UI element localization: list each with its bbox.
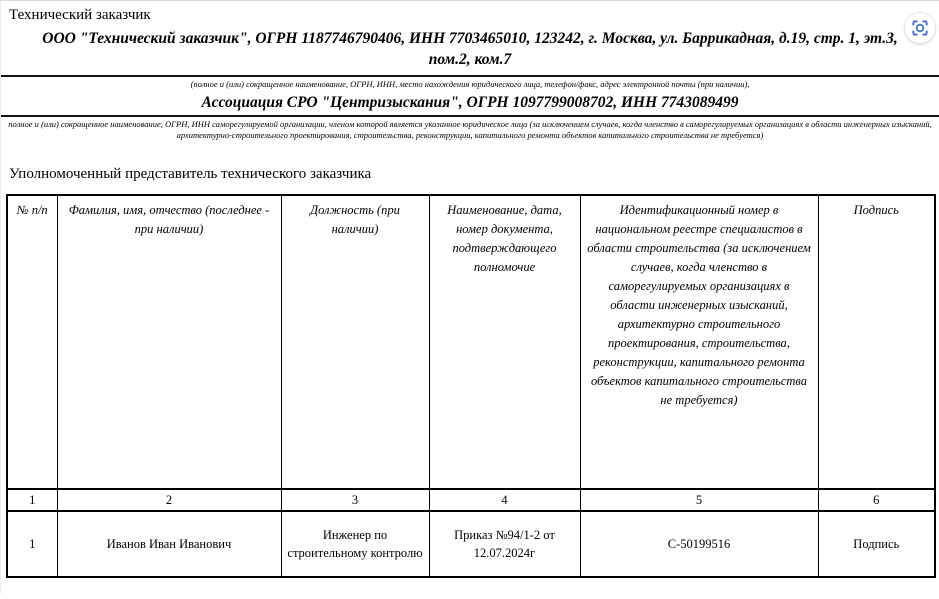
column-number: 1: [7, 489, 57, 511]
customer-org-caption: (полное и (или) сокращенное наименование, ОГРН, ИНН, место нахождения юридического лица, телефон/факс, адрес электронной почты (при наличии),: [190, 79, 750, 89]
col-header-position: Должность (при наличии): [281, 195, 429, 489]
cell-registry-id: С-50199516: [580, 511, 818, 577]
column-numbers-row: [7, 489, 935, 511]
document-page: [1, 6, 939, 599]
viewfinder-circle-icon: [910, 18, 930, 38]
sro-org-line: Ассоциация СРО "Центризыскания", ОГРН 1097799008702, ИНН 7743089499: [201, 94, 739, 111]
cell-signature: Подпись: [818, 511, 935, 577]
cell-document: Приказ №94/1-2 от 12.07.2024г: [429, 511, 580, 577]
document-title: Технический заказчик: [9, 7, 151, 23]
col-header-name: Фамилия, имя, отчество (последнее - при наличии): [57, 195, 281, 489]
column-number: 3: [281, 489, 429, 511]
cell-row-number: 1: [7, 511, 57, 577]
col-header-document: Наименование, дата, номер документа, подтверждающего полномочие: [429, 195, 580, 489]
column-number: 2: [57, 489, 281, 511]
table-row: [7, 511, 935, 577]
table-header-row: [7, 195, 935, 489]
section-heading-representative: Уполномоченный представитель технического заказчика: [9, 166, 372, 182]
cell-full-name: Иванов Иван Иванович: [57, 511, 281, 577]
col-header-number: № п/п: [7, 195, 57, 489]
col-header-signature: Подпись: [818, 195, 935, 489]
sro-caption: полное и (или) сокращенное наименование, ОГРН, ИНН саморегулируемой организации, членом которой является указанное юридическое лицо (за исключением случаев, когда членство в саморегулируемых организациях в области инженерных изысканий, архитектурно-строительного проектирования, строительства, реконструкции, капитального ремонта объектов капитального строительства не требуется): [8, 119, 932, 140]
column-number: 6: [818, 489, 935, 511]
customer-org-line: ООО "Технический заказчик", ОГРН 1187746790406, ИНН 7703465010, 123242, г. Москва, ул. Баррикадная, д.19, стр. 1, эт.3, пом.2, ком.7: [42, 30, 898, 68]
cell-position: Инженер по строительному контролю: [281, 511, 429, 577]
horizontal-rule-2: [1, 115, 939, 117]
column-number: 5: [580, 489, 818, 511]
col-header-registry-id: Идентификационный номер в национальном реестре специалистов в области строительства (за исключением случаев, когда членство в саморегулируемых организациях в области инженерных изысканий, архитектурно строительного проектирования, строительства, реконструкции, капитального ремонта объектов капитального строительства не требуется): [580, 195, 818, 489]
representatives-table: [6, 194, 936, 578]
horizontal-rule-1: [1, 75, 939, 77]
column-number: 4: [429, 489, 580, 511]
screenshot-capture-button[interactable]: [905, 13, 935, 43]
